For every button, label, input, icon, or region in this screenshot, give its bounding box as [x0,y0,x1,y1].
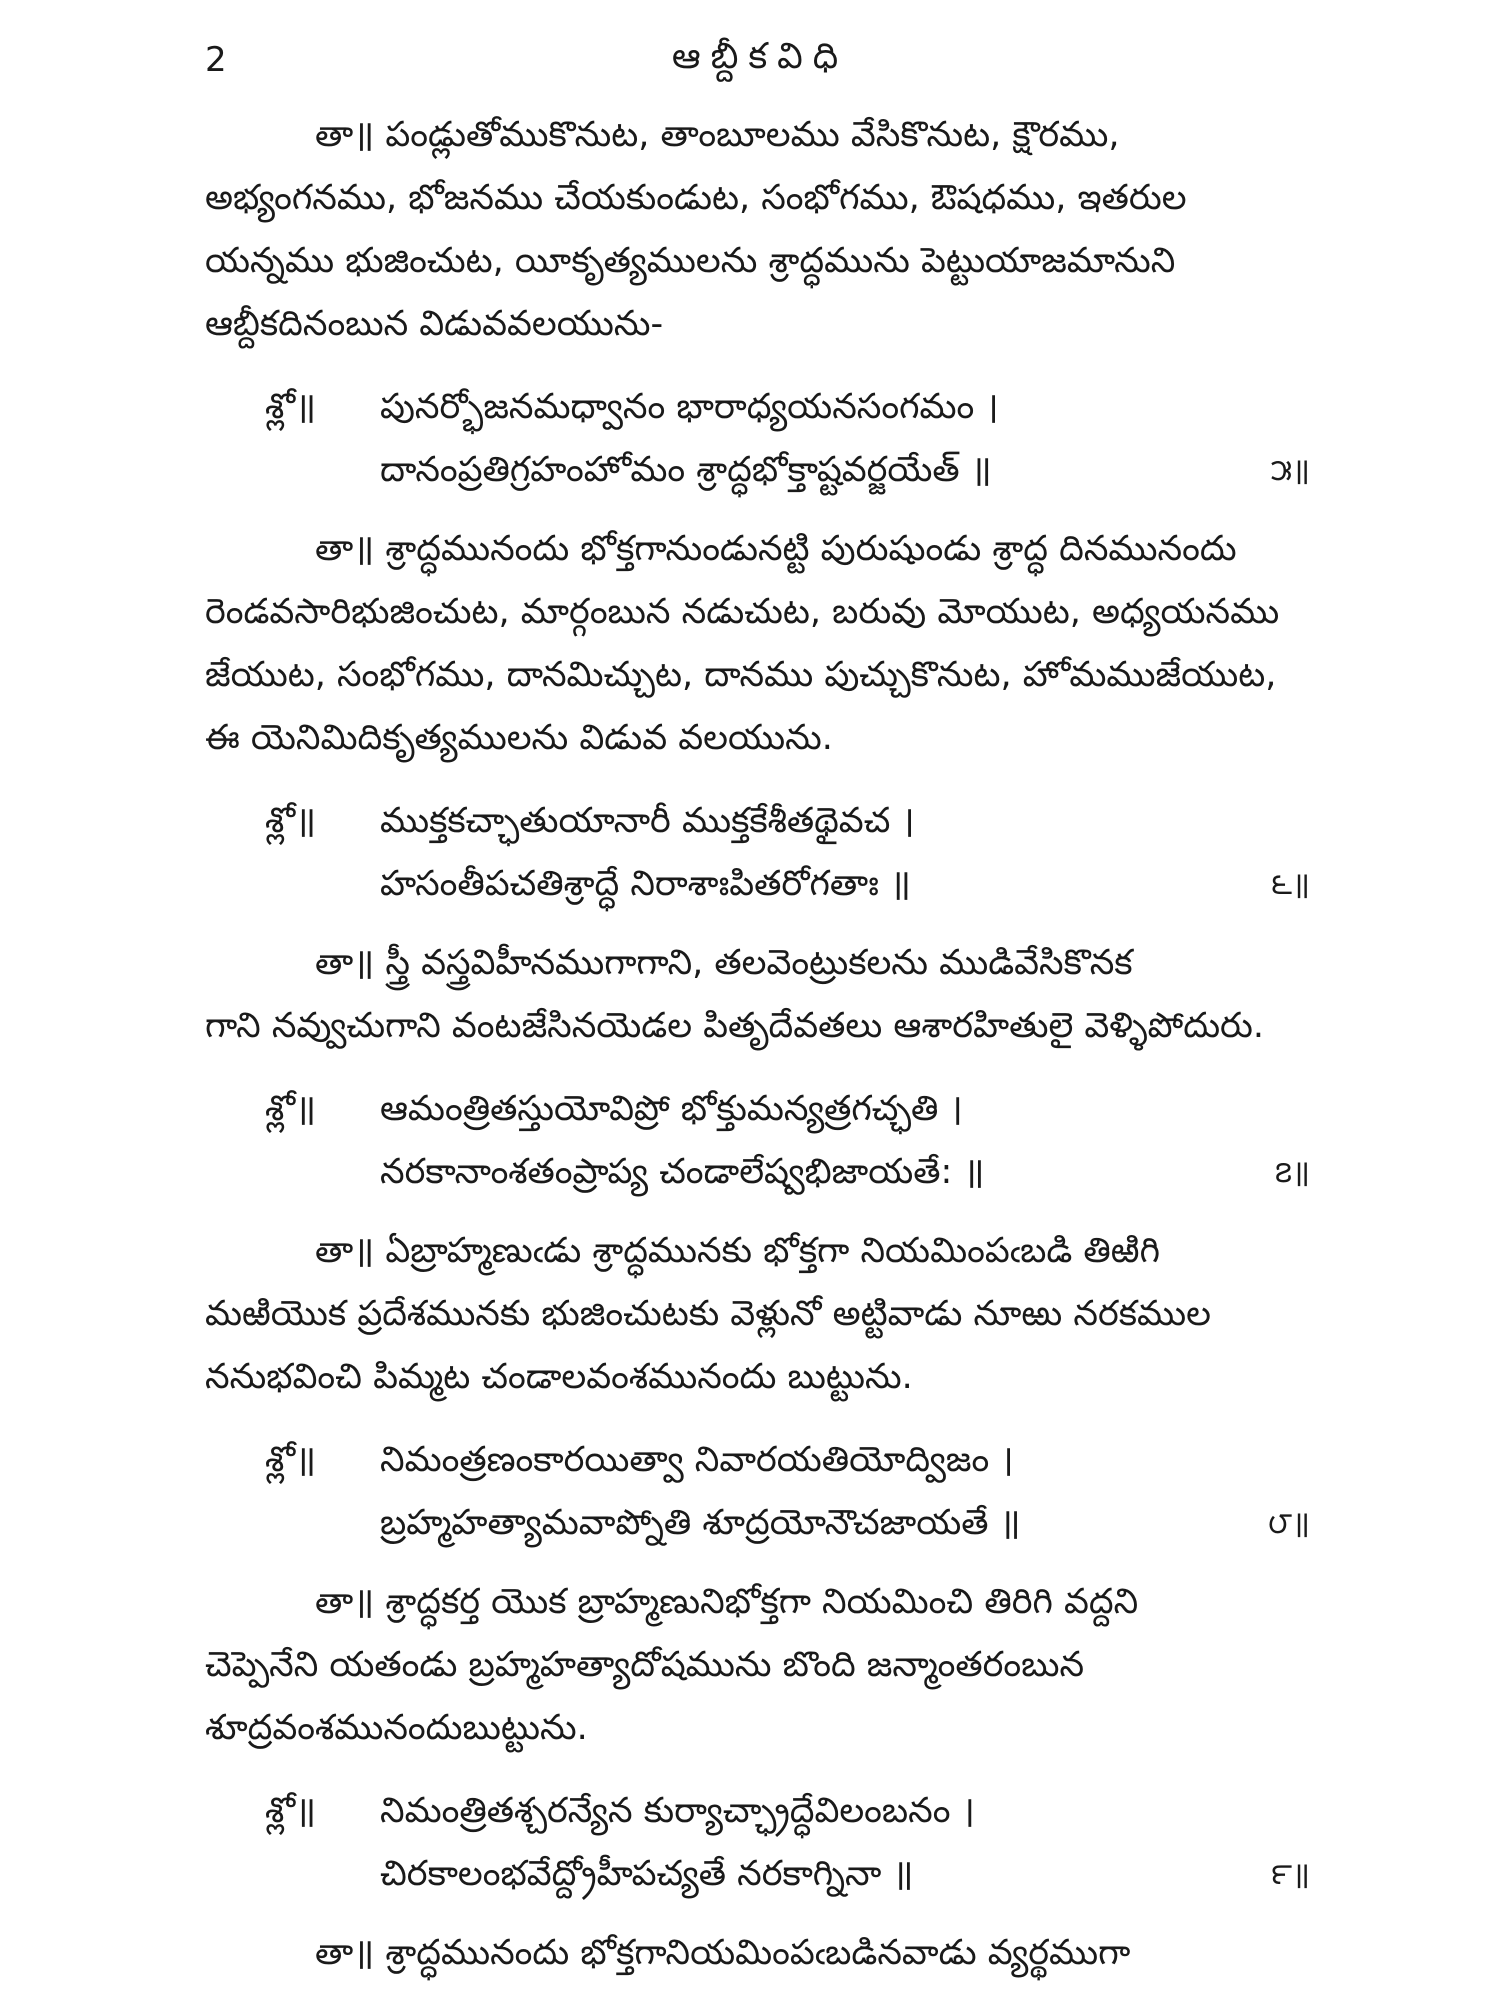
verse-line: శ్లో॥ నిమంత్రితశ్చరన్యేన కుర్యాచ్ఛ్రాద్ధేవిలంబనం । [205,1780,1315,1843]
page-number: 2 [205,40,227,80]
verse-line: చిరకాలంభవేద్ద్రోహీపచ్యతే నరకాగ్నినా ॥ ౯॥ [205,1843,1315,1906]
verse-number: ౫॥ [1270,453,1310,488]
verse-line: శ్లో॥ పునర్భోజనమధ్వానం భారాధ్యయనసంగమం । [205,376,1315,439]
verse-line: శ్లో॥ ఆమంత్రితస్తుయోవిప్రో భోక్తుమన్యత్రగచ్ఛతి । [205,1078,1315,1141]
commentary-paragraph [205,1922,1315,1985]
verse-line: దానంప్రతిగ్రహంహోమం శ్రాద్ధభోక్తాష్టవర్జయేత్ ॥ ౫॥ [205,439,1315,502]
commentary-paragraph [205,104,1315,356]
commentary-line: జేయుట, సంభోగము, దానమిచ్చుట, దానము పుచ్చుకొనుట, హోమముజేయుట, [205,655,1277,695]
commentary-line: గాని నవ్వుచుగాని వంటజేసినయెడల పితృదేవతలు ఆశారహితులై వెళ్ళిపోదురు. [205,1006,1265,1046]
commentary-line: తా॥ ఏబ్రాహ్మణుఁడు శ్రాద్ధమునకు భోక్తగా నియమింపఁబడి తిఱిగి [315,1231,1160,1271]
sloka-mark: శ్లో॥ [265,1791,317,1831]
commentary-line: శూద్రవంశమునందుబుట్టును. [205,1708,588,1748]
sloka-verse [205,376,1315,502]
verse-number: ౯॥ [1271,1857,1310,1892]
verse-number: ౮॥ [1267,1506,1310,1541]
commentary-line: ఈ యెనిమిదికృత్యములను విడువ వలయును. [205,718,833,758]
page-header [205,30,1315,90]
sloka-verse [205,790,1315,916]
commentary-line: అభ్యంగనము, భోజనము చేయకుండుట, సంభోగము, ఔషధము, ఇతరుల [205,178,1187,218]
commentary-line: యన్నము భుజించుట, యీకృత్యములను శ్రాద్ధమును పెట్టుయాజమానుని [205,241,1176,281]
commentary-label: తా॥ [315,1933,375,1973]
commentary-line: తా॥ శ్రాద్ధకర్త యొక బ్రాహ్మణునిభోక్తగా నియమించి తిరిగి వద్దని [315,1582,1139,1622]
sloka-mark: శ్లో॥ [265,1440,317,1480]
sloka-mark: శ్లో॥ [265,1089,317,1129]
commentary-line: తా॥ పండ్లుతోముకొనుట, తాంబూలము వేసికొనుట, క్షౌరము, [315,115,1120,155]
commentary-label: తా॥ [315,115,375,155]
book-page [205,30,1315,1980]
verse-number: ౭॥ [1274,1155,1310,1190]
commentary-label: తా॥ [315,943,375,983]
commentary-line: మఱియొక ప్రదేశమునకు భుజించుటకు వెళ్లునో అట్టివాడు నూఱు నరకముల [205,1294,1211,1334]
commentary-line: ఆబ్దీకదినంబున విడువవలయును- [205,304,664,344]
verse-line: హసంతీపచతిశ్రాద్ధే నిరాశాఃపితరోగతాః ॥ ౬॥ [205,853,1315,916]
sloka-mark: శ్లో॥ [265,801,317,841]
sloka-verse [205,1429,1315,1555]
commentary-line: చెప్పెనేని యతండు బ్రహ్మహత్యాదోషమును బొంది జన్మాంతరంబున [205,1645,1085,1685]
commentary-paragraph [205,1571,1315,1760]
sloka-verse [205,1780,1315,1906]
sloka-verse [205,1078,1315,1204]
verse-line: శ్లో॥ ముక్తకచ్ఛాతుయానారీ ముక్తకేశీతథైవచ । [205,790,1315,853]
verse-number: ౬॥ [1271,867,1310,902]
commentary-line: తా॥ స్త్రీ వస్త్రవిహీనముగాగాని, తలవెంట్రుకలను ముడివేసికొనక [315,943,1133,983]
verse-line: శ్లో॥ నిమంత్రణంకారయిత్వా నివారయతియోద్విజం । [205,1429,1315,1492]
commentary-line: తా॥ శ్రాద్ధమునందు భోక్తగానుండునట్టి పురుషుండు శ్రాద్ధ దినమునందు [315,529,1237,569]
commentary-label: తా॥ [315,1231,375,1271]
verse-line: బ్రహ్మహత్యామవాప్నోతి శూద్రయోనౌచజాయతే ॥ ౮॥ [205,1492,1315,1555]
commentary-label: తా॥ [315,529,375,569]
verse-line: నరకానాంశతంప్రాప్య చండాలేష్వభిజాయతే: ॥ ౭॥ [205,1141,1315,1204]
running-title: ఆబ్దీకవిధి [671,36,849,77]
commentary-paragraph [205,518,1315,770]
sloka-mark: శ్లో॥ [265,387,317,427]
commentary-label: తా॥ [315,1582,375,1622]
commentary-line: రెండవసారిభుజించుట, మార్గంబున నడుచుట, బరువు మోయుట, అధ్యయనము [205,592,1280,632]
commentary-line: ననుభవించి పిమ్మట చండాలవంశమునందు బుట్టును. [205,1357,913,1397]
commentary-paragraph [205,932,1315,1058]
commentary-line: తా॥ శ్రాద్ధమునందు భోక్తగానియమింపఁబడినవాడు వ్యర్థముగా [315,1933,1131,1973]
commentary-paragraph [205,1220,1315,1409]
